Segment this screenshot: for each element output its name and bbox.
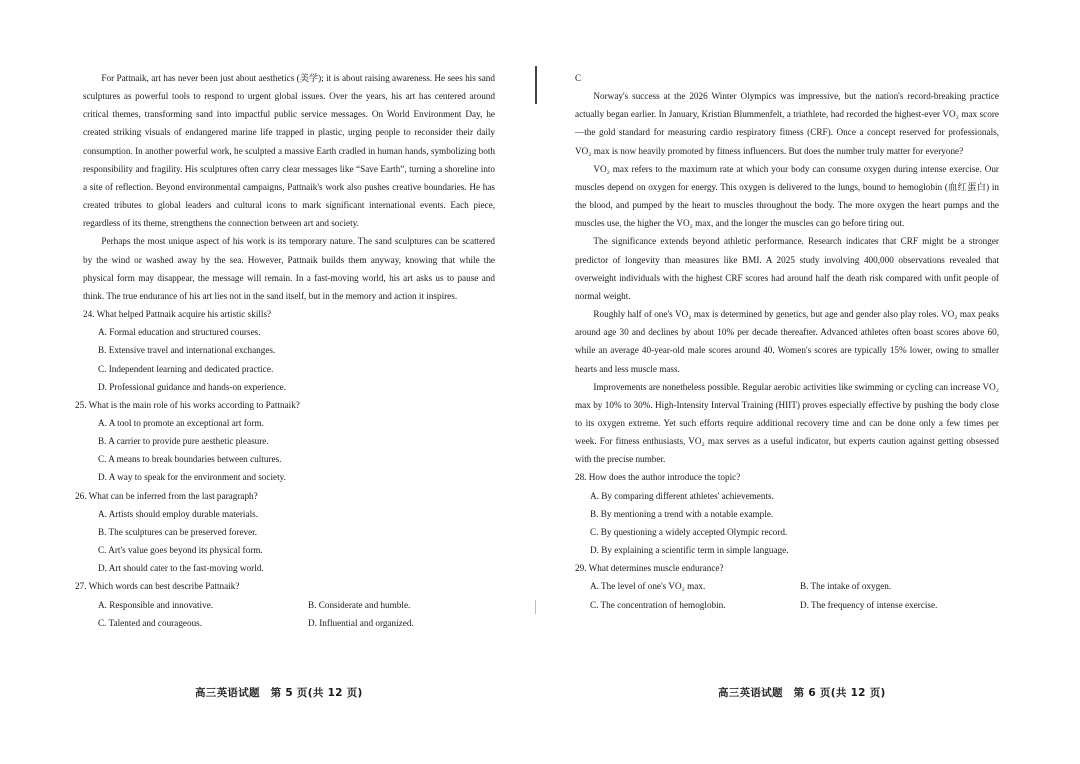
passage-paragraph: Improvements are nonetheless possible. Regular aerobic activities like swimming or cycling can increase VO₂ max by 10% to 30%. High-Intensity Interval Training (HIIT) proves especially effective by pushing the body close to its oxygen extreme. Yet such efforts require additional recovery time and can be done only a few times per week. For fitness enthusiasts, VO₂ max serves as a useful indicator, but experts caution against getting obsessed with the precise number. bbox=[575, 381, 999, 465]
question-29-option-b: B. The intake of oxygen. bbox=[800, 581, 892, 592]
question-29-options-row-2 bbox=[575, 596, 999, 614]
question-27-stem: 27. Which words can best describe Pattnaik? bbox=[75, 581, 240, 592]
passage-paragraph: For Pattnaik, art has never been just about aesthetics (美学); it is about raising awareness. He sees his sand sculptures as powerful tools to respond to urgent global issues. Over the years, his art has centered around critical themes, transforming sand into impactful public service messages. On World Environment Day, he created striking visuals of endangered marine life trapped in plastic, urging people to reconsider their daily consumption. In another powerful work, he sculpted a massive Earth cradled in human hands, symbolizing both responsibility and fragility. His sculptures often carry clear messages like “Save Earth”, turning a shoreline into a site of reflection. Beyond environmental campaigns, Pattnaik's work also pushes creative boundaries. He has created tributes to global leaders and cultural icons to mark significant international events. Each piece, regardless of its theme, strengthens the connection between art and society. bbox=[83, 73, 495, 229]
question-28-option-d: D. By explaining a scientific term in simple language. bbox=[590, 545, 789, 556]
page-6 bbox=[540, 0, 1080, 764]
question-27-options-row-2 bbox=[83, 614, 495, 632]
section-label: C bbox=[575, 73, 582, 83]
question-27-options-row-1 bbox=[83, 596, 495, 614]
question-25-option-b: B. A carrier to provide pure aesthetic pleasure. bbox=[98, 436, 269, 447]
question-25-option-a: A. A tool to promote an exceptional art form. bbox=[98, 417, 264, 428]
question-24-option-b: B. Extensive travel and international exchanges. bbox=[98, 345, 276, 356]
question-25-option-c: C. A means to break boundaries between cultures. bbox=[98, 454, 282, 465]
page-divider bbox=[535, 66, 537, 104]
question-29-stem: 29. What determines muscle endurance? bbox=[575, 563, 724, 574]
question-28-stem: 28. How does the author introduce the topic? bbox=[575, 472, 741, 483]
passage-paragraph: Norway's success at the 2026 Winter Olympics was impressive, but the nation's record-breaking practice actually began earlier. In January, Kristian Blummenfelt, a triathlete, had recorded the highest-ever VO₂ max score—the gold standard for measuring cardio respiratory fitness (CRF). Once a concept reserved for professionals, VO₂ max is now heavily promoted by fitness influencers. But does the number truly matter for everyone? bbox=[575, 91, 999, 156]
passage-paragraph: Roughly half of one's VO₂ max is determined by genetics, but age and gender also play roles. VO₂ max peaks around age 30 and declines by about 10% per decade thereafter. Advanced athletes often boast scores above 60, while an average 40-year-old male scores around 40. Women's scores are typically 15% lower, owing to smaller hearts and less muscle mass. bbox=[575, 309, 999, 374]
passage-paragraph: The significance extends beyond athletic performance. Research indicates that CRF might be a stronger predictor of longevity than measures like BMI. A 2025 study involving 400,000 observations revealed that overweight individuals with the highest CRF scores had around half the death risk compared with unfit people of normal weight. bbox=[575, 236, 999, 301]
question-26-option-c: C. Art's value goes beyond its physical form. bbox=[98, 545, 263, 556]
page-6-footer: 高三英语试题 第 6 页(共 12 页) bbox=[718, 687, 886, 699]
question-29-option-d: D. The frequency of intense exercise. bbox=[800, 599, 938, 610]
question-24-option-c: C. Independent learning and dedicated practice. bbox=[98, 363, 274, 374]
question-29-options-row-1 bbox=[575, 577, 999, 595]
question-28-option-c: C. By questioning a widely accepted Olympic record. bbox=[590, 526, 788, 537]
question-26-stem: 26. What can be inferred from the last paragraph? bbox=[75, 490, 258, 501]
question-24-option-a: A. Formal education and structured courses. bbox=[98, 327, 261, 338]
question-27-option-c: C. Talented and courageous. bbox=[98, 617, 203, 628]
page-6-text-column bbox=[575, 69, 999, 614]
question-28-option-a: A. By comparing different athletes' achievements. bbox=[590, 490, 774, 501]
question-26-option-a: A. Artists should employ durable materials. bbox=[98, 508, 258, 519]
question-29-option-c: C. The concentration of hemoglobin. bbox=[590, 599, 726, 610]
question-27-option-d: D. Influential and organized. bbox=[308, 617, 414, 628]
question-26-option-d: D. Art should cater to the fast-moving world. bbox=[98, 563, 264, 574]
page-divider-mark bbox=[535, 600, 536, 614]
question-25-option-d: D. A way to speak for the environment and society. bbox=[98, 472, 286, 483]
passage-paragraph: Perhaps the most unique aspect of his work is its temporary nature. The sand sculptures can be scattered by the wind or washed away by the sea. However, Pattnaik builds them anyway, knowing that while the physical form may disappear, the message will remain. In a fast-moving world, his art asks us to pause and think. The true endurance of his art lies not in the sand itself, but in the memory and action it inspires. bbox=[83, 236, 495, 301]
question-24-option-d: D. Professional guidance and hands-on experience. bbox=[98, 381, 287, 392]
question-24-stem: 24. What helped Pattnaik acquire his artistic skills? bbox=[83, 309, 272, 320]
question-29-option-a: A. The level of one's VO₂ max. bbox=[590, 581, 706, 592]
question-27-option-a: A. Responsible and innovative. bbox=[98, 599, 214, 610]
page-5-footer: 高三英语试题 第 5 页(共 12 页) bbox=[195, 687, 363, 699]
question-26-option-b: B. The sculptures can be preserved forever. bbox=[98, 526, 258, 537]
question-25-stem: 25. What is the main role of his works according to Pattnaik? bbox=[75, 399, 300, 410]
passage-paragraph: VO₂ max refers to the maximum rate at which your body can consume oxygen during intense exercise. Our muscles depend on oxygen for energy. This oxygen is delivered to the lungs, bound to hemoglobin (血红蛋白) in the blood, and pumped by the heart to muscles throughout the body. The more oxygen the heart pumps and the muscles use, the higher the VO₂ max, and the longer the muscles can go before tiring out. bbox=[575, 163, 999, 229]
question-28-option-b: B. By mentioning a trend with a notable example. bbox=[590, 508, 774, 519]
question-27-option-b: B. Considerate and humble. bbox=[308, 599, 411, 610]
page-5-text-column bbox=[75, 69, 495, 632]
